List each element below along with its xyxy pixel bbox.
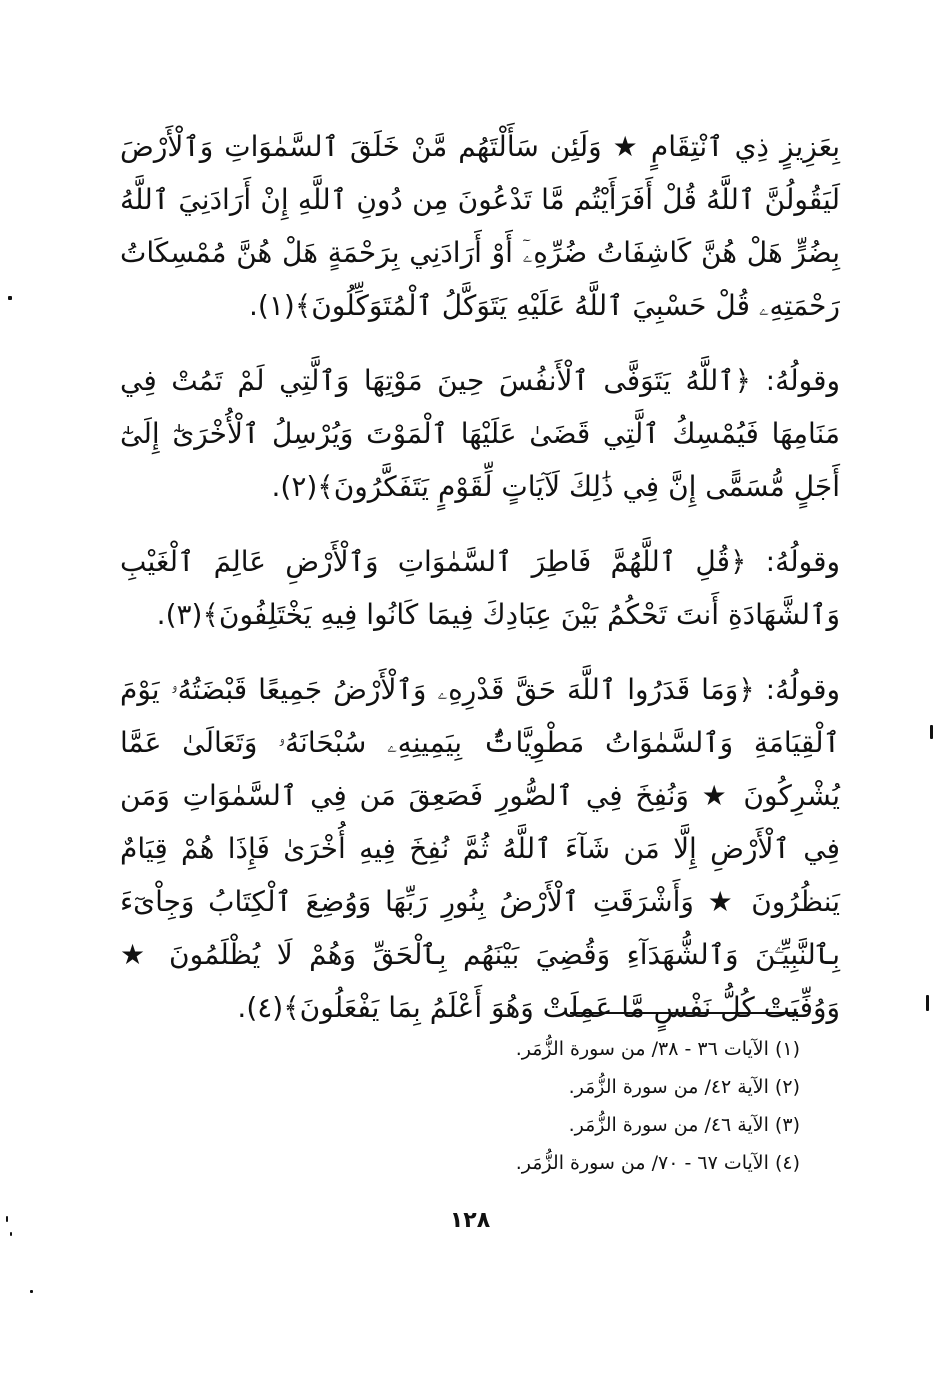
footnote-divider	[570, 1012, 798, 1014]
main-text	[120, 120, 840, 1056]
footnote-2: (٢) الآية ٤٢/ من سورة الزُّمَر.	[568, 1076, 800, 1098]
paragraph-2: وقولُهُ: ﴿ٱللَّهُ يَتَوَفَّى ٱلْأَنفُسَ حِينَ مَوْتِهَا وَٱلَّتِي لَمْ تَمُتْ فِي مَنَامِهَا فَيُمْسِكُ ٱلَّتِي قَضَىٰ عَلَيْهَا ٱلْمَوْتَ وَيُرْسِلُ ٱلْأُخْرَىٰٓ إِلَىٰٓ أَجَلٍ مُّسَمًّى إِنَّ فِي ذَٰلِكَ لَآيَاتٍ لِّقَوْمٍ يَتَفَكَّرُونَ﴾(٢).	[120, 364, 840, 503]
page-number: ١٢٨	[449, 1208, 491, 1233]
scan-speck	[8, 296, 12, 300]
scan-speck	[10, 1232, 12, 1236]
scan-speck	[930, 725, 933, 739]
scan-speck	[926, 995, 929, 1011]
scan-speck	[30, 1290, 33, 1293]
scan-speck	[6, 1216, 8, 1222]
footnote-4: (٤) الآيات ٦٧ - ٧٠/ من سورة الزُّمَر.	[515, 1152, 800, 1174]
footnote-3: (٣) الآية ٤٦/ من سورة الزُّمَر.	[568, 1114, 800, 1136]
paragraph-3: وقولُهُ: ﴿قُلِ ٱللَّهُمَّ فَاطِرَ ٱلسَّمٰوَاتِ وَٱلْأَرْضِ عَالِمَ ٱلْغَيْبِ وَٱلشَّهَادَةِ أَنتَ تَحْكُمُ بَيْنَ عِبَادِكَ فِيمَا كَانُوا فِيهِ يَخْتَلِفُونَ﴾(٣).	[120, 545, 840, 631]
footnotes	[300, 1030, 800, 1182]
paragraph-1: بِعَزِيزٍ ذِي ٱنْتِقَامٍ ★ وَلَئِن سَأَلْتَهُم مَّنْ خَلَقَ ٱلسَّمٰوَاتِ وَٱلْأَرْضَ لَيَقُولُنَّ ٱللَّهُ قُلْ أَفَرَأَيْتُم مَّا تَدْعُونَ مِن دُونِ ٱللَّهِ إِنْ أَرَادَنِيَ ٱللَّهُ بِضُرٍّ هَلْ هُنَّ كَاشِفَاتُ ضُرِّهِۦٓ أَوْ أَرَادَنِي بِرَحْمَةٍ هَلْ هُنَّ مُمْسِكَاتُ رَحْمَتِهِۦ قُلْ حَسْبِيَ ٱللَّهُ عَلَيْهِ يَتَوَكَّلُ ٱلْمُتَوَكِّلُونَ﴾(١).	[120, 130, 840, 322]
paragraph-4: وقولُهُ: ﴿وَمَا قَدَرُوا ٱللَّهَ حَقَّ قَدْرِهِۦ وَٱلْأَرْضُ جَمِيعًا قَبْضَتُهُۥ يَوْمَ ٱلْقِيَامَةِ وَٱلسَّمٰوَاتُ مَطْوِيَّاتٌۢ بِيَمِينِهِۦ سُبْحَانَهُۥ وَتَعَالَىٰ عَمَّا يُشْرِكُونَ ★ وَنُفِخَ فِي ٱلصُّورِ فَصَعِقَ مَن فِي ٱلسَّمٰوَاتِ وَمَن فِي ٱلْأَرْضِ إِلَّا مَن شَآءَ ٱللَّهُ ثُمَّ نُفِخَ فِيهِ أُخْرَىٰ فَإِذَا هُمْ قِيَامٌ يَنظُرُونَ ★ وَأَشْرَقَتِ ٱلْأَرْضُ بِنُورِ رَبِّهَا وَوُضِعَ ٱلْكِتَابُ وَجِاْىٓءَ بِٱلنَّبِيِّـۧنَ وَٱلشُّهَدَآءِ وَقُضِيَ بَيْنَهُم بِٱلْحَقِّ وَهُمْ لَا يُظْلَمُونَ ★ وَوُفِّيَتْ كُلُّ نَفْسٍ مَّا عَمِلَتْ وَهُوَ أَعْلَمُ بِمَا يَفْعَلُونَ﴾(٤).	[120, 673, 840, 1024]
footnote-1: (١) الآيات ٣٦ - ٣٨/ من سورة الزُّمَر.	[515, 1038, 800, 1060]
